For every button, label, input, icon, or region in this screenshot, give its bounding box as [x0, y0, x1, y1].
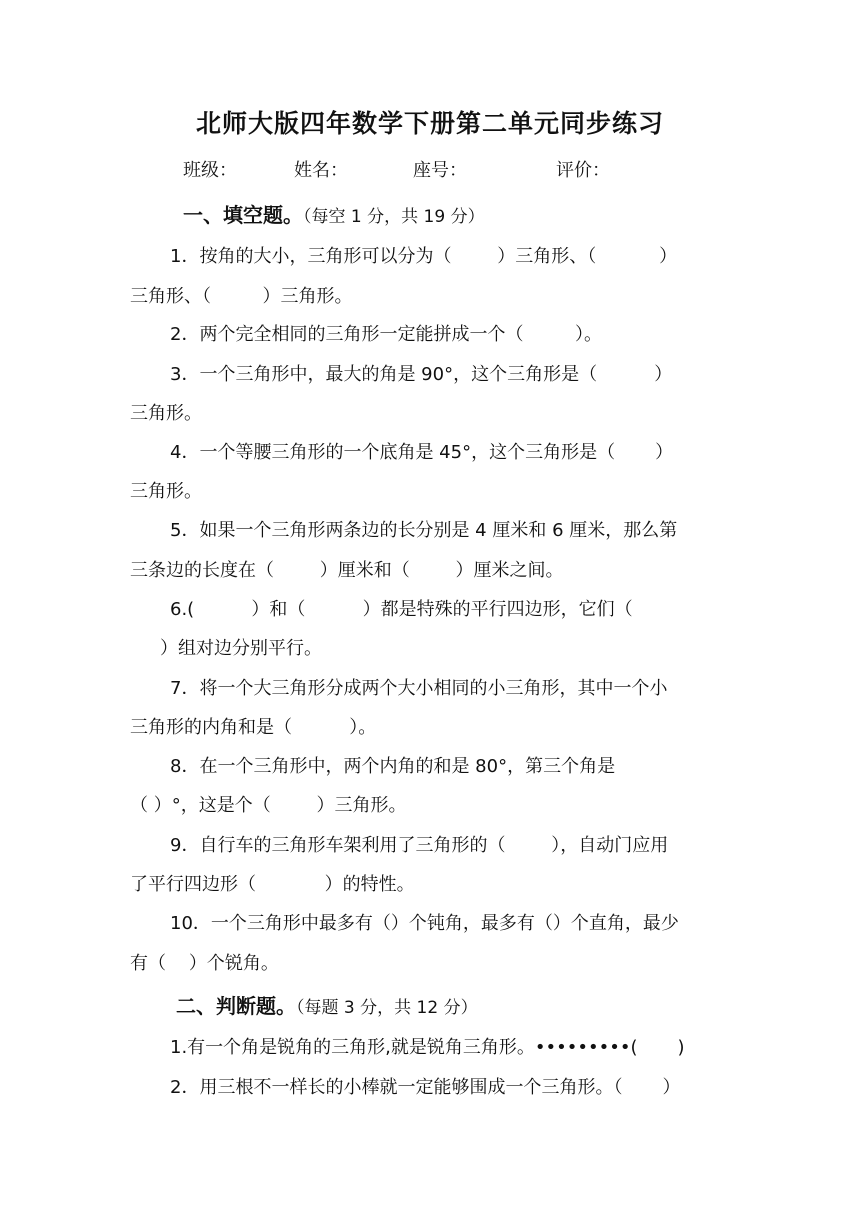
- judge-line: 1.有一个角是锐角的三角形,就是锐角三角形。•••••••••( ): [170, 1037, 685, 1058]
- fill-line: 了平行四边形（ ）的特性。: [130, 874, 415, 895]
- page-title: 北师大版四年数学下册第二单元同步练习: [195, 109, 664, 138]
- fill-line: 三角形。: [130, 403, 202, 424]
- name-label: 姓名：: [294, 160, 348, 181]
- fill-line: 三条边的长度在（ ）厘米和（ ）厘米之间。: [130, 560, 564, 581]
- class-label: 班级：: [183, 160, 237, 181]
- judge-line: 2．用三根不一样长的小棒就一定能够围成一个三角形。（ ）: [170, 1077, 681, 1098]
- fill-line: 1．按角的大小，三角形可以分为（ ）三角形、（ ）: [170, 246, 678, 267]
- fill-line: ）组对边分别平行。: [160, 638, 322, 659]
- fill-line: 6.( ）和（ ）都是特殊的平行四边形，它们（: [170, 599, 633, 620]
- fill-line: （ ）°，这是个（ ）三角形。: [130, 795, 407, 816]
- section-1-note: （每空 1 分，共 19 分）: [303, 207, 485, 227]
- section-2-heading: [176, 990, 478, 1019]
- fill-line: 5．如果一个三角形两条边的长分别是 4 厘米和 6 厘米，那么第: [170, 520, 678, 541]
- fill-line: 有（ ）个锐角。: [130, 953, 279, 974]
- fill-line: 4．一个等腰三角形的一个底角是 45°，这个三角形是（ ）: [170, 442, 674, 463]
- fill-line: 7．将一个大三角形分成两个大小相同的小三角形，其中一个小: [170, 678, 668, 699]
- fill-line: 三角形的内角和是（ ）。: [130, 717, 377, 738]
- fill-line: 2．两个完全相同的三角形一定能拼成一个（ ）。: [170, 324, 602, 345]
- seat-label: 座号：: [413, 160, 467, 181]
- section-1-title: 一、填空题。: [183, 203, 303, 227]
- section-2-title: 二、判断题。: [176, 994, 296, 1018]
- fill-line: 三角形。: [130, 481, 202, 502]
- fill-line: 三角形、（ ）三角形。: [130, 286, 353, 307]
- section-1-heading: [183, 199, 485, 228]
- fill-line: 10．一个三角形中最多有（）个钝角，最多有（）个直角，最少: [170, 913, 679, 934]
- fill-line: 3．一个三角形中，最大的角是 90°，这个三角形是（ ）: [170, 364, 673, 385]
- eval-label: 评价：: [556, 160, 610, 181]
- section-2-note: （每题 3 分，共 12 分）: [296, 998, 478, 1018]
- fill-line: 8．在一个三角形中，两个内角的和是 80°，第三个角是: [170, 756, 616, 777]
- fill-line: 9．自行车的三角形车架利用了三角形的（ ），自动门应用: [170, 835, 669, 856]
